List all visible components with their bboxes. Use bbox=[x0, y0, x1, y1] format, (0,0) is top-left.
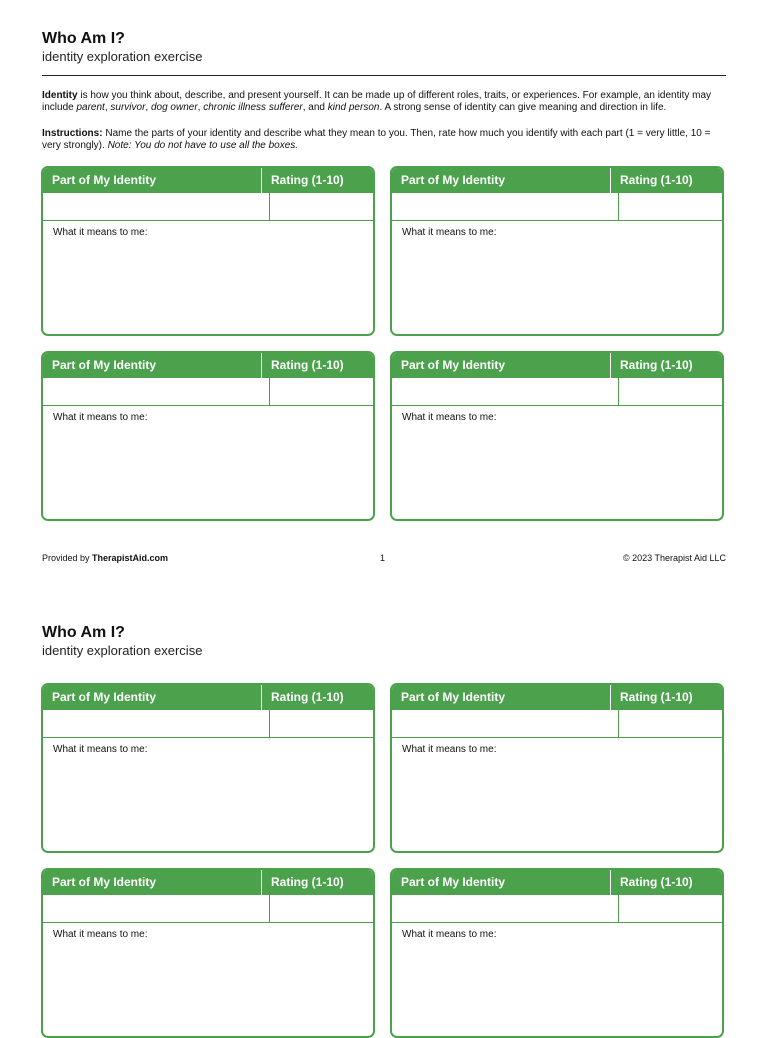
rating-field[interactable] bbox=[619, 895, 722, 922]
page-subtitle: identity exploration exercise bbox=[42, 49, 203, 64]
page-title: Who Am I? bbox=[42, 30, 125, 47]
part-of-identity-header: Part of My Identity bbox=[43, 353, 262, 378]
card-header bbox=[392, 870, 722, 895]
card-header bbox=[43, 353, 373, 378]
header-divider bbox=[42, 75, 726, 76]
card-header bbox=[43, 870, 373, 895]
identity-part-field[interactable] bbox=[392, 378, 619, 405]
card-input-row bbox=[392, 193, 722, 221]
meaning-label: What it means to me: bbox=[53, 929, 148, 940]
meaning-field[interactable] bbox=[392, 406, 722, 429]
meaning-label: What it means to me: bbox=[402, 929, 497, 940]
identity-card-2 bbox=[390, 166, 724, 336]
part-of-identity-header: Part of My Identity bbox=[392, 870, 611, 895]
rating-field[interactable] bbox=[270, 895, 373, 922]
card-input-row bbox=[392, 710, 722, 738]
identity-part-field[interactable] bbox=[43, 378, 270, 405]
identity-part-field[interactable] bbox=[392, 193, 619, 220]
identity-definition: Identity is how you think about, describe, and present yourself. It can be made up of different roles, traits, or experiences. For example, an identity may include parent, survivor, dog owner, chronic illness sufferer, and kind person. A strong sense of identity can give meaning and direction in life. bbox=[42, 90, 712, 113]
identity-part-field[interactable] bbox=[392, 710, 619, 737]
footer-brand-link[interactable]: TherapistAid.com bbox=[92, 553, 169, 563]
identity-card-6 bbox=[390, 683, 724, 853]
rating-header: Rating (1-10) bbox=[620, 875, 693, 889]
rating-field[interactable] bbox=[619, 378, 722, 405]
meaning-field[interactable] bbox=[392, 738, 722, 761]
identity-card-4 bbox=[390, 351, 724, 521]
part-of-identity-header: Part of My Identity bbox=[392, 168, 611, 193]
card-input-row bbox=[43, 895, 373, 923]
identity-part-field[interactable] bbox=[392, 895, 619, 922]
identity-card-7 bbox=[41, 868, 375, 1038]
meaning-label: What it means to me: bbox=[53, 744, 148, 755]
meaning-field[interactable] bbox=[43, 923, 373, 946]
meaning-label: What it means to me: bbox=[53, 227, 148, 238]
rating-field[interactable] bbox=[270, 710, 373, 737]
card-header bbox=[43, 685, 373, 710]
rating-field[interactable] bbox=[619, 193, 722, 220]
rating-header: Rating (1-10) bbox=[271, 358, 344, 372]
card-input-row bbox=[43, 193, 373, 221]
meaning-field[interactable] bbox=[43, 406, 373, 429]
meaning-label: What it means to me: bbox=[402, 412, 497, 423]
identity-card-8 bbox=[390, 868, 724, 1038]
page-subtitle-2: identity exploration exercise bbox=[42, 643, 203, 658]
rating-header: Rating (1-10) bbox=[271, 173, 344, 187]
part-of-identity-header: Part of My Identity bbox=[43, 168, 262, 193]
rating-header: Rating (1-10) bbox=[620, 173, 693, 187]
part-of-identity-header: Part of My Identity bbox=[392, 685, 611, 710]
rating-field[interactable] bbox=[270, 378, 373, 405]
footer-copyright: © 2023 Therapist Aid LLC bbox=[622, 553, 726, 563]
page-number: 1 bbox=[380, 553, 386, 563]
part-of-identity-header: Part of My Identity bbox=[392, 353, 611, 378]
meaning-label: What it means to me: bbox=[402, 227, 497, 238]
card-input-row bbox=[43, 710, 373, 738]
rating-field[interactable] bbox=[270, 193, 373, 220]
card-header bbox=[43, 168, 373, 193]
card-header bbox=[392, 168, 722, 193]
instructions-label: Instructions: bbox=[42, 128, 103, 139]
card-header bbox=[392, 685, 722, 710]
identity-card-3 bbox=[41, 351, 375, 521]
rating-header: Rating (1-10) bbox=[271, 875, 344, 889]
instructions: Instructions: Name the parts of your identity and describe what they mean to you. Then, rate how much you identify with each part (1 = very little, 10 = very strongly). Note: You do not have to use all the boxes. bbox=[42, 128, 711, 151]
instructions-note: Note: You do not have to use all the boxes. bbox=[107, 140, 299, 151]
meaning-label: What it means to me: bbox=[53, 412, 148, 423]
rating-header: Rating (1-10) bbox=[620, 358, 693, 372]
card-input-row bbox=[392, 895, 722, 923]
footer-provided-by: Provided by TherapistAid.com bbox=[42, 553, 169, 563]
meaning-field[interactable] bbox=[43, 738, 373, 761]
card-input-row bbox=[392, 378, 722, 406]
identity-card-5 bbox=[41, 683, 375, 853]
meaning-field[interactable] bbox=[43, 221, 373, 244]
rating-header: Rating (1-10) bbox=[620, 690, 693, 704]
identity-term: Identity bbox=[42, 90, 78, 101]
page-title-2: Who Am I? bbox=[42, 624, 125, 641]
rating-header: Rating (1-10) bbox=[271, 690, 344, 704]
identity-card-1 bbox=[41, 166, 375, 336]
part-of-identity-header: Part of My Identity bbox=[43, 685, 262, 710]
card-input-row bbox=[43, 378, 373, 406]
rating-field[interactable] bbox=[619, 710, 722, 737]
identity-part-field[interactable] bbox=[43, 895, 270, 922]
identity-part-field[interactable] bbox=[43, 193, 270, 220]
card-header bbox=[392, 353, 722, 378]
meaning-field[interactable] bbox=[392, 923, 722, 946]
meaning-field[interactable] bbox=[392, 221, 722, 244]
part-of-identity-header: Part of My Identity bbox=[43, 870, 262, 895]
meaning-label: What it means to me: bbox=[402, 744, 497, 755]
identity-part-field[interactable] bbox=[43, 710, 270, 737]
